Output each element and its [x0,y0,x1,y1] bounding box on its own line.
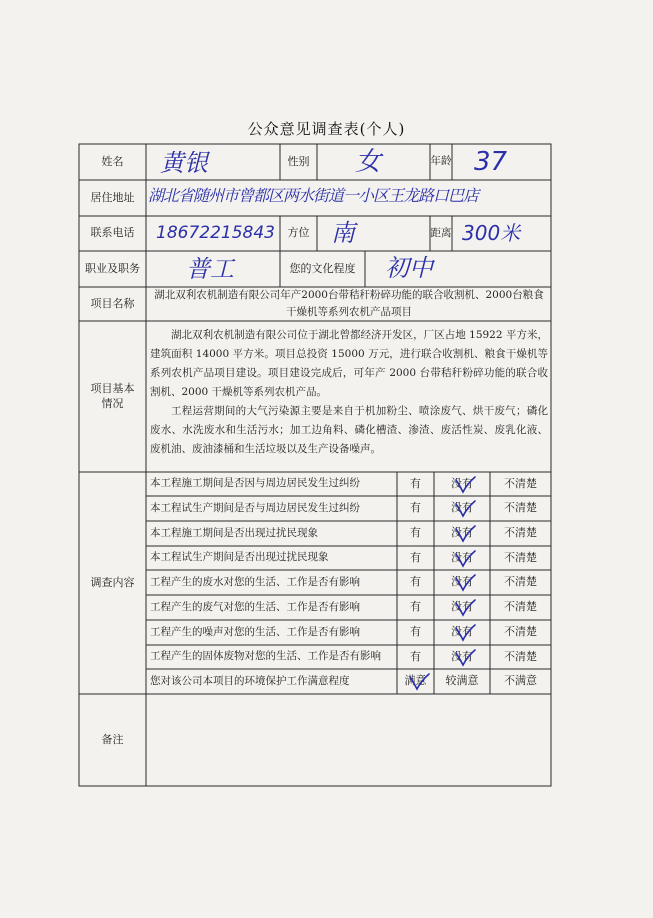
distance-handwriting: 300米 [462,221,521,245]
survey-option[interactable]: 不清楚 [504,501,537,515]
direction-handwriting: 南 [331,219,355,247]
survey-option[interactable]: 没有 [451,501,473,515]
survey-option[interactable]: 没有 [451,649,473,663]
project-basics-paragraph-1: 湖北双利农机制造有限公司位于湖北曾都经济开发区，厂区占地 15922 平方米，建筑面积 14000 平方米。项目总投资 15000 万元，进行联合收割机、粮食干燥机等系列农机产品项目建设。项目建设完成后，可年产 2000 台带秸秆粉碎功能的联合收割机、2000 干燥机等系列农机产品。 [150,329,548,398]
check-mark-icon [454,599,476,617]
survey-question: 工程产生的废水对您的生活、工作是否有影响 [150,575,360,588]
project-name-value: 湖北双利农机制造有限公司年产2000台带秸秆粉碎功能的联合收割机、2000台粮食干燥机等系列农机产品项目 [154,289,544,318]
survey-question: 工程产生的噪声对您的生活、工作是否有影响 [150,625,360,638]
survey-option[interactable]: 有 [410,526,421,540]
name-label: 姓名 [101,154,124,168]
education-field[interactable] [365,251,551,287]
check-mark-icon [454,624,476,642]
check-mark-icon [454,525,476,543]
phone-field[interactable] [146,216,280,251]
survey-option[interactable]: 不清楚 [504,649,537,663]
check-mark-icon [454,649,476,667]
survey-label: 调查内容 [90,575,135,589]
project-basics-label: 项目基本情况 [90,382,135,410]
survey-option[interactable]: 没有 [451,625,473,639]
survey-option[interactable]: 有 [410,625,421,639]
project-name-label: 项目名称 [90,296,135,310]
check-mark-icon [454,500,476,518]
occupation-label: 职业及职务 [85,261,140,275]
survey-option[interactable]: 有 [410,550,421,564]
survey-question: 本工程施工期间是否出现过扰民现象 [150,526,318,539]
survey-question: 本工程试生产期间是否与周边居民发生过纠纷 [150,501,360,514]
check-mark-icon [408,673,430,691]
direction-field[interactable] [317,216,430,251]
survey-option[interactable]: 有 [410,600,421,614]
direction-label: 方位 [287,226,310,240]
education-handwriting: 初中 [385,254,433,282]
distance-field[interactable] [452,216,551,251]
check-mark-icon [454,550,476,568]
survey-option[interactable]: 不清楚 [504,625,537,639]
phone-handwriting: 18672215843 [156,223,275,243]
survey-question: 工程产生的固体废物对您的生活、工作是否有影响 [150,650,381,663]
survey-option[interactable]: 不清楚 [504,550,537,564]
survey-option[interactable]: 不清楚 [504,476,537,490]
survey-option[interactable]: 没有 [451,575,473,589]
name-field[interactable] [146,144,280,180]
remarks-label: 备注 [101,732,124,746]
education-label: 您的文化程度 [289,261,356,275]
phone-label: 联系电话 [90,226,135,240]
occupation-field[interactable] [146,251,280,287]
age-handwriting: 37 [474,147,508,177]
survey-option[interactable]: 不清楚 [504,600,537,614]
survey-option[interactable]: 满意 [404,674,427,688]
project-basics-paragraph-2: 工程运营期间的大气污染源主要是来自于机加粉尘、喷涂废气、烘干废气；磷化废水、水洗废水和生活污水；加工边角料、磷化槽渣、渗渣、废活性炭、废乳化液、废机油、废油漆桶和生活垃圾以及生产设备噪声。 [150,405,548,455]
survey-option[interactable]: 不清楚 [504,526,537,540]
occupation-handwriting: 普工 [186,255,234,283]
gender-label: 性别 [287,154,310,168]
age-label: 年龄 [430,155,452,168]
check-mark-icon [454,476,476,494]
address-field[interactable] [146,180,551,216]
survey-option[interactable]: 没有 [451,476,473,490]
form-title: 公众意见调查表(个人) [247,120,406,138]
address-label: 居住地址 [90,190,135,204]
survey-option[interactable]: 较满意 [445,674,479,688]
project-basics-text [150,326,548,459]
survey-question: 本工程试生产期间是否出现过扰民现象 [150,551,329,564]
survey-option[interactable]: 没有 [451,550,473,564]
survey-option[interactable]: 有 [410,575,421,589]
survey-option[interactable]: 有 [410,501,421,515]
check-mark-icon [454,574,476,592]
survey-option[interactable]: 有 [410,649,421,663]
survey-question: 工程产生的废气对您的生活、工作是否有影响 [150,600,360,613]
survey-question: 本工程施工期间是否因与周边居民发生过纠纷 [150,477,360,490]
gender-handwriting: 女 [355,147,382,177]
survey-option[interactable]: 不清楚 [504,575,537,589]
survey-option[interactable]: 没有 [451,526,473,540]
gender-field[interactable] [317,144,430,180]
address-handwriting: 湖北省随州市曾都区两水街道一小区王龙路口巴店 [148,186,479,205]
survey-option[interactable]: 没有 [451,600,473,614]
survey-option[interactable]: 有 [410,476,421,490]
age-field[interactable] [452,144,551,180]
distance-label: 距离 [430,226,452,239]
survey-question: 您对该公司本项目的环境保护工作满意程度 [150,674,350,687]
name-handwriting: 黄银 [160,149,208,177]
remarks-field[interactable] [146,694,551,786]
survey-option[interactable]: 不满意 [504,674,537,688]
